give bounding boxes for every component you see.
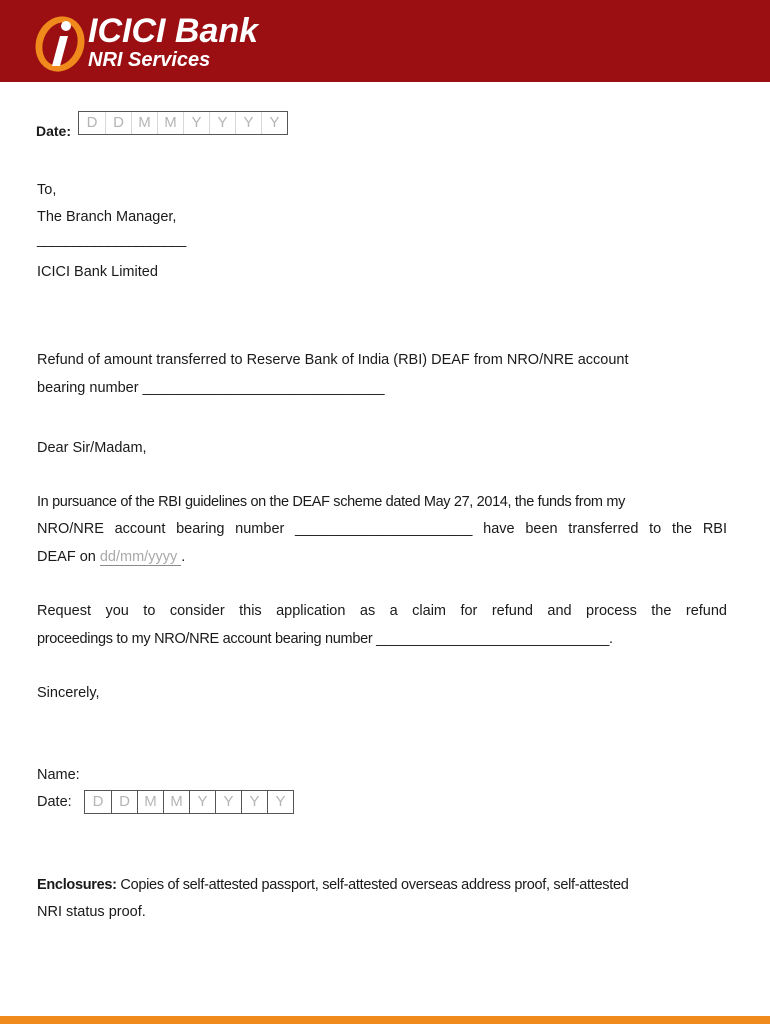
brand-subtitle: NRI Services [88, 49, 211, 71]
date-box[interactable]: M [157, 112, 183, 134]
para1-line-3 [37, 547, 185, 567]
date-label: Date: [36, 123, 72, 139]
date-box[interactable]: Y [209, 112, 235, 134]
para1-line-1: In pursuance of the RBI guidelines on the DEAF scheme dated May 27, 2014, the funds from my [37, 494, 625, 510]
date-box[interactable]: Y [235, 112, 261, 134]
date-boxes[interactable] [78, 111, 288, 135]
para2-line-1: Request you to consider this application as a claim for refund and process the refund [37, 603, 727, 619]
para2-line-2[interactable]: proceedings to my NRO/NRE account bearing number ______________________________. [37, 631, 613, 647]
bank-name: ICICI Bank Limited [37, 264, 158, 280]
subject-line-2[interactable]: bearing number ______________________________ [37, 380, 385, 396]
date-box[interactable]: Y [183, 112, 209, 134]
date-box[interactable]: Y [215, 791, 241, 813]
para1-line-2[interactable]: NRO/NRE account bearing number ______________________ have been transferred to the RBI [37, 521, 727, 537]
name-label: Name: [37, 767, 80, 783]
enclosures-label: Enclosures: [37, 877, 117, 893]
salutation: Dear Sir/Madam, [37, 440, 147, 456]
date-box[interactable]: M [131, 112, 157, 134]
date-box[interactable]: Y [261, 112, 287, 134]
enclosures-text: Copies of self-attested passport, self-attested overseas address proof, self-attested [116, 877, 629, 893]
para1-line-3-prefix: DEAF on [37, 549, 100, 565]
date-box[interactable]: Y [189, 791, 215, 813]
subject-line-1: Refund of amount transferred to Reserve Bank of India (RBI) DEAF from NRO/NRE account [37, 352, 629, 368]
para1-line-3-suffix: . [181, 549, 186, 565]
brand-name: ICICI Bank [88, 12, 259, 50]
date-box[interactable]: D [105, 112, 131, 134]
enclosures-line-1 [37, 875, 629, 895]
date-box[interactable]: M [137, 791, 163, 813]
date-box[interactable]: D [92, 793, 104, 810]
branch-blank[interactable]: _____________________ [37, 232, 186, 248]
enclosures-line-2: NRI status proof. [37, 904, 146, 920]
closing: Sincerely, [37, 685, 100, 701]
recipient-line: The Branch Manager, [37, 209, 177, 225]
date-box[interactable]: D [111, 791, 137, 813]
date-box[interactable]: D [86, 114, 98, 131]
date-box[interactable]: Y [267, 791, 293, 813]
deaf-date-field[interactable]: dd/mm/yyyy [100, 549, 181, 566]
date-box[interactable]: M [163, 791, 189, 813]
signature-date-boxes[interactable] [84, 790, 294, 814]
icici-logo [30, 8, 330, 78]
to-line: To, [37, 182, 57, 198]
signature-date-label: Date: [37, 794, 72, 810]
date-box[interactable]: Y [241, 791, 267, 813]
footer-bar [0, 1016, 770, 1024]
header-banner [0, 0, 770, 82]
